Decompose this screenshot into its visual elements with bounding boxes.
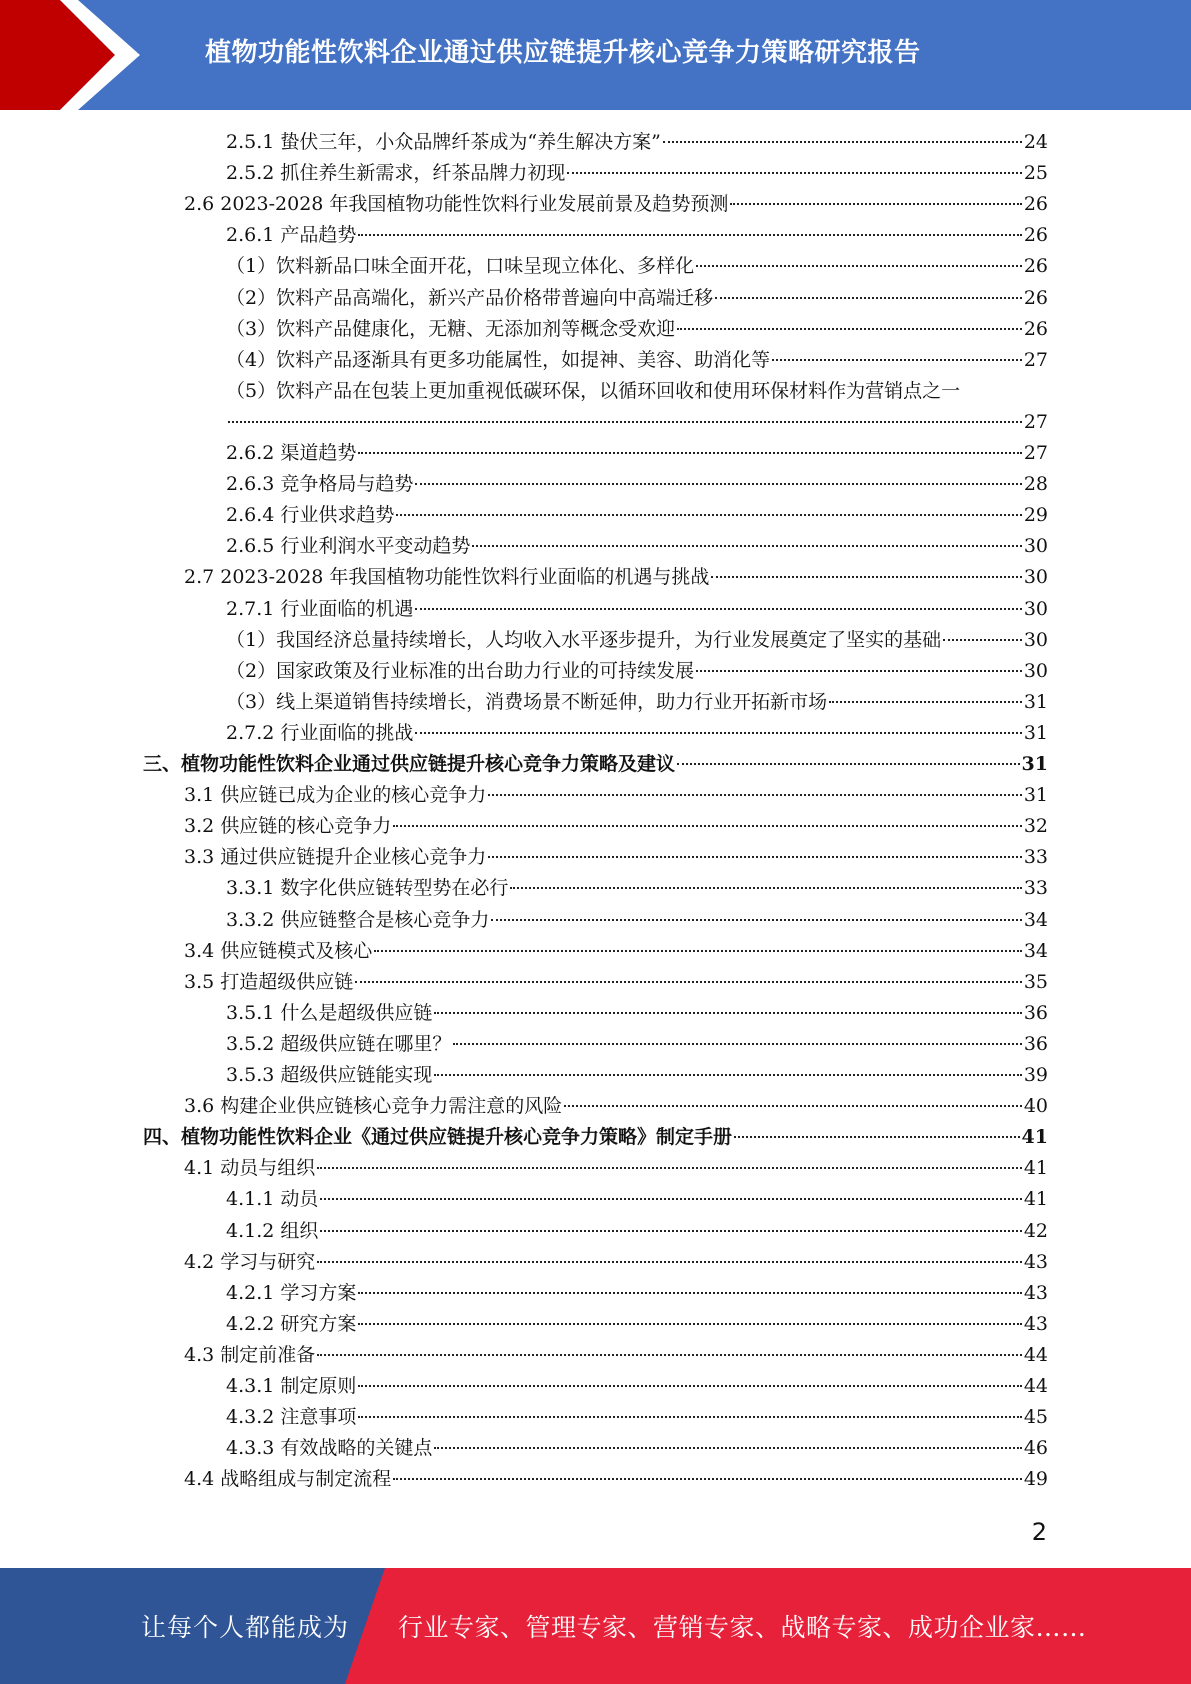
toc-entry-title: 4.1.1 动员 xyxy=(226,1188,319,1211)
toc-dot-leader xyxy=(374,950,1022,952)
toc-entry-title: 4.1 动员与组织 xyxy=(184,1157,316,1180)
toc-entry-title: 4.3.2 注意事项 xyxy=(226,1406,357,1429)
toc-entry[interactable] xyxy=(226,718,1048,749)
toc-dot-leader xyxy=(488,794,1022,796)
toc-entry[interactable] xyxy=(226,500,1048,531)
toc-page-number: 34 xyxy=(1023,939,1048,962)
toc-entry-title: 4.3.1 制定原则 xyxy=(226,1375,357,1397)
toc-dot-leader xyxy=(358,1416,1021,1418)
toc-entry-title: （3）饮料产品健康化，无糖、无添加剂等概念受欢迎 xyxy=(226,317,676,340)
toc-dot-leader xyxy=(434,1447,1021,1449)
toc-entry[interactable] xyxy=(226,345,1048,376)
toc-page-number: 31 xyxy=(1021,753,1048,775)
toc-page-number: 30 xyxy=(1023,659,1048,682)
toc-page-number: 46 xyxy=(1023,1437,1048,1460)
toc-entry[interactable] xyxy=(184,811,1048,842)
toc-page-number: 31 xyxy=(1023,784,1048,807)
toc-entry[interactable] xyxy=(226,905,1048,936)
toc-dot-leader xyxy=(393,825,1022,827)
toc-page-number: 49 xyxy=(1023,1468,1048,1491)
toc-entry-title: 3.5.3 超级供应链能实现 xyxy=(226,1064,433,1086)
toc-page-number: 45 xyxy=(1023,1406,1048,1429)
toc-entry-title: 3.3.1 数字化供应链转型势在必行 xyxy=(226,877,509,900)
toc-chapter-entry[interactable] xyxy=(143,749,1048,780)
toc-entry[interactable] xyxy=(226,376,1048,407)
toc-page-number: 30 xyxy=(1023,597,1048,620)
toc-entry[interactable] xyxy=(226,873,1048,904)
toc-dot-leader xyxy=(696,670,1022,672)
toc-entry-title: 三、植物功能性饮料企业通过供应链提升核心竞争力策略及建议 xyxy=(143,753,676,775)
toc-dot-leader xyxy=(415,732,1021,734)
toc-entry-title: 2.7 2023-2028 年我国植物功能性饮料行业面临的机遇与挑战 xyxy=(184,566,710,589)
page-number: 2 xyxy=(1031,1518,1047,1546)
toc-entry-title: （2）饮料产品高端化，新兴产品价格带普遍向中高端迁移 xyxy=(226,286,714,309)
toc-dot-leader xyxy=(711,576,1021,578)
toc-entry-title: 3.5.1 什么是超级供应链 xyxy=(226,1001,433,1024)
toc-entry[interactable] xyxy=(226,687,1048,718)
toc-dot-leader xyxy=(564,1105,1022,1107)
toc-entry[interactable] xyxy=(226,531,1048,562)
toc-page-number: 26 xyxy=(1023,286,1048,309)
toc-page-number: 44 xyxy=(1023,1343,1048,1366)
toc-entry-title: 3.4 供应链模式及核心 xyxy=(184,939,373,962)
toc-entry[interactable] xyxy=(184,1247,1048,1278)
toc-dot-leader xyxy=(358,1292,1021,1294)
toc-page-number: 33 xyxy=(1023,877,1048,900)
toc-entry-title: （4）饮料产品逐渐具有更多功能属性，如提神、美容、助消化等 xyxy=(226,348,771,371)
footer-banner xyxy=(0,1568,1191,1684)
toc-entry[interactable] xyxy=(226,1309,1048,1340)
toc-chapter-entry[interactable] xyxy=(143,1122,1048,1153)
toc-page-number: 26 xyxy=(1023,255,1048,278)
toc-dot-leader xyxy=(434,1074,1021,1076)
toc-entry[interactable] xyxy=(226,438,1048,469)
toc-entry[interactable] xyxy=(226,594,1048,625)
toc-entry[interactable] xyxy=(226,625,1048,656)
footer-slogan-left: 让每个人都能成为 xyxy=(141,1613,350,1642)
toc-page-number: 44 xyxy=(1023,1375,1048,1397)
toc-entry[interactable] xyxy=(184,967,1048,998)
toc-page-number: 43 xyxy=(1023,1250,1048,1273)
toc-dot-leader xyxy=(396,514,1021,516)
toc-page-number: 26 xyxy=(1023,317,1048,340)
toc-dot-leader xyxy=(358,452,1021,454)
toc-dot-leader xyxy=(228,421,1022,423)
header-banner xyxy=(0,0,1191,110)
toc-entry[interactable] xyxy=(184,1340,1048,1371)
toc-dot-leader xyxy=(472,545,1021,547)
toc-page-number: 28 xyxy=(1023,473,1048,496)
toc-entry-title: 2.7.2 行业面临的挑战 xyxy=(226,721,414,744)
toc-entry[interactable] xyxy=(184,562,1048,593)
toc-dot-leader xyxy=(453,1043,1021,1045)
toc-entry-title: 3.6 构建企业供应链核心竞争力需注意的风险 xyxy=(184,1095,563,1118)
toc-entry-title: 2.6 2023-2028 年我国植物功能性饮料行业发展前景及趋势预测 xyxy=(184,193,729,216)
toc-entry-title: 2.6.2 渠道趋势 xyxy=(226,442,357,464)
toc-entry-title: 3.3.2 供应链整合是核心竞争力 xyxy=(226,908,490,931)
toc-entry-title: 3.1 供应链已成为企业的核心竞争力 xyxy=(184,784,487,807)
toc-entry-title: 3.5 打造超级供应链 xyxy=(184,970,354,993)
toc-dot-leader xyxy=(358,1323,1021,1325)
toc-entry-title: 2.6.5 行业利润水平变动趋势 xyxy=(226,535,471,558)
toc-page-number: 34 xyxy=(1023,908,1048,931)
toc-dot-leader xyxy=(567,172,1021,174)
toc-page-number: 30 xyxy=(1023,628,1048,651)
toc-dot-leader xyxy=(393,1478,1022,1480)
toc-dot-leader xyxy=(415,608,1021,610)
toc-entry-title: （2）国家政策及行业标准的出台助力行业的可持续发展 xyxy=(226,659,695,682)
toc-page-number: 26 xyxy=(1023,193,1048,216)
toc-entry-title: 4.3.3 有效战略的关键点 xyxy=(226,1437,433,1460)
toc-page-number: 29 xyxy=(1023,504,1048,527)
toc-page-number: 33 xyxy=(1023,846,1048,869)
report-title: 植物功能性饮料企业通过供应链提升核心竞争力策略研究报告 xyxy=(205,37,921,68)
toc-entry[interactable] xyxy=(184,1091,1048,1122)
toc-entry[interactable] xyxy=(184,780,1048,811)
toc-page-number: 36 xyxy=(1023,1032,1048,1055)
toc-entry-title: 4.1.2 组织 xyxy=(226,1219,319,1242)
toc-page-number: 41 xyxy=(1023,1157,1048,1180)
toc-dot-leader xyxy=(317,1167,1022,1169)
toc-entry[interactable] xyxy=(226,1371,1048,1402)
toc-entry-title: （1）我国经济总量持续增长，人均收入水平逐步提升，为行业发展奠定了坚实的基础 xyxy=(226,628,942,651)
toc-page-number: 27 xyxy=(1023,442,1048,464)
toc-entry[interactable] xyxy=(226,1278,1048,1309)
toc-dot-leader xyxy=(415,483,1021,485)
toc-page-number: 40 xyxy=(1023,1095,1048,1118)
toc-entry-title: 4.2.2 研究方案 xyxy=(226,1312,357,1335)
toc-page-number: 32 xyxy=(1023,815,1048,838)
toc-entry[interactable] xyxy=(226,1216,1048,1247)
toc-page-number: 41 xyxy=(1023,1188,1048,1211)
toc-entry[interactable] xyxy=(226,656,1048,687)
toc-page-number: 31 xyxy=(1023,690,1048,713)
toc-entry[interactable] xyxy=(226,158,1048,189)
toc-dot-leader xyxy=(829,701,1022,703)
toc-dot-leader xyxy=(734,1136,1020,1138)
toc-entry-title: 4.3 制定前准备 xyxy=(184,1343,316,1366)
toc-page-number: 27 xyxy=(1023,348,1048,371)
toc-page-number: 36 xyxy=(1023,1001,1048,1024)
toc-dot-leader xyxy=(677,328,1022,330)
toc-entry-title: 3.5.2 超级供应链在哪里？ xyxy=(226,1032,452,1055)
toc-page-number: 43 xyxy=(1023,1281,1048,1304)
toc-dot-leader xyxy=(317,1261,1022,1263)
toc-page-number: 27 xyxy=(1023,410,1048,433)
toc-entry[interactable] xyxy=(226,251,1048,282)
toc-page-number: 24 xyxy=(1023,131,1048,153)
toc-dot-leader xyxy=(355,981,1022,983)
toc-entry-title: 2.6.4 行业供求趋势 xyxy=(226,504,395,527)
toc-entry[interactable] xyxy=(184,1464,1048,1495)
toc-dot-leader xyxy=(677,763,1020,765)
toc-entry[interactable] xyxy=(226,314,1048,345)
toc-entry[interactable] xyxy=(226,469,1048,500)
toc-entry-title: 2.6.1 产品趋势 xyxy=(226,224,357,247)
toc-dot-leader xyxy=(434,1012,1021,1014)
toc-entry[interactable] xyxy=(226,283,1048,314)
toc-entry[interactable] xyxy=(226,1433,1048,1464)
toc-entry[interactable] xyxy=(226,220,1048,251)
toc-page-number: 41 xyxy=(1021,1126,1048,1149)
toc-entry-title: 2.5.1 蛰伏三年，小众品牌纤茶成为“养生解决方案” xyxy=(226,131,661,153)
toc-dot-leader xyxy=(730,203,1021,205)
toc-dot-leader xyxy=(358,234,1021,236)
toc-entry[interactable] xyxy=(184,842,1048,873)
toc-entry-title: 3.3 通过供应链提升企业核心竞争力 xyxy=(184,846,487,869)
toc-entry[interactable] xyxy=(226,1029,1048,1060)
toc-entry[interactable] xyxy=(184,1153,1048,1184)
toc-entry[interactable] xyxy=(226,1060,1048,1091)
toc-entry-title: 2.7.1 行业面临的机遇 xyxy=(226,597,414,620)
toc-page-number: 35 xyxy=(1023,970,1048,993)
toc-dot-leader xyxy=(317,1354,1022,1356)
toc-dot-leader xyxy=(943,639,1022,641)
toc-entry[interactable] xyxy=(184,189,1048,220)
toc-entry-title: （5）饮料产品在包装上更加重视低碳环保，以循环回收和使用环保材料作为营销点之一 xyxy=(226,379,961,402)
toc-entry-title: 四、植物功能性饮料企业《通过供应链提升核心竞争力策略》制定手册 xyxy=(143,1126,733,1149)
toc-page-number: 43 xyxy=(1023,1312,1048,1335)
toc-dot-leader xyxy=(358,1385,1021,1387)
toc-dot-leader xyxy=(491,919,1021,921)
toc-page-number: 31 xyxy=(1023,721,1048,744)
toc-dot-leader xyxy=(696,265,1022,267)
toc-page-number: 30 xyxy=(1023,535,1048,558)
header-chevron-decoration xyxy=(0,0,150,110)
toc-dot-leader xyxy=(320,1230,1021,1232)
toc-page-number: 42 xyxy=(1023,1219,1048,1242)
toc-entry[interactable] xyxy=(226,998,1048,1029)
toc-page-number: 30 xyxy=(1023,566,1048,589)
toc-page-number: 26 xyxy=(1023,224,1048,247)
toc-entry[interactable] xyxy=(226,127,1048,158)
toc-entry[interactable] xyxy=(226,1184,1048,1215)
toc-page-number: 25 xyxy=(1023,162,1048,185)
toc-dot-leader xyxy=(320,1198,1021,1200)
toc-dot-leader xyxy=(772,359,1022,361)
footer-slogan-right: 行业专家、管理专家、营销专家、战略专家、成功企业家…… xyxy=(398,1613,1087,1642)
toc-entry[interactable] xyxy=(226,407,1048,438)
toc-entry-title: （1）饮料新品口味全面开花，口味呈现立体化、多样化 xyxy=(226,255,695,278)
toc-dot-leader xyxy=(510,887,1021,889)
toc-entry[interactable] xyxy=(184,936,1048,967)
toc-entry-title: 2.5.2 抓住养生新需求，纤茶品牌力初现 xyxy=(226,162,566,185)
toc-entry[interactable] xyxy=(226,1402,1048,1433)
toc-entry-title: 2.6.3 竞争格局与趋势 xyxy=(226,473,414,496)
toc-entry-title: 4.2.1 学习方案 xyxy=(226,1281,357,1304)
toc-dot-leader xyxy=(488,856,1022,858)
toc-dot-leader xyxy=(663,141,1022,143)
toc-dot-leader xyxy=(715,297,1022,299)
toc-entry-title: 3.2 供应链的核心竞争力 xyxy=(184,815,392,838)
toc-entry-title: 4.4 战略组成与制定流程 xyxy=(184,1468,392,1491)
toc-entry-title: （3）线上渠道销售持续增长，消费场景不断延伸，助力行业开拓新市场 xyxy=(226,690,828,713)
toc-page-number: 39 xyxy=(1023,1064,1048,1086)
toc-entry-title: 4.2 学习与研究 xyxy=(184,1250,316,1273)
